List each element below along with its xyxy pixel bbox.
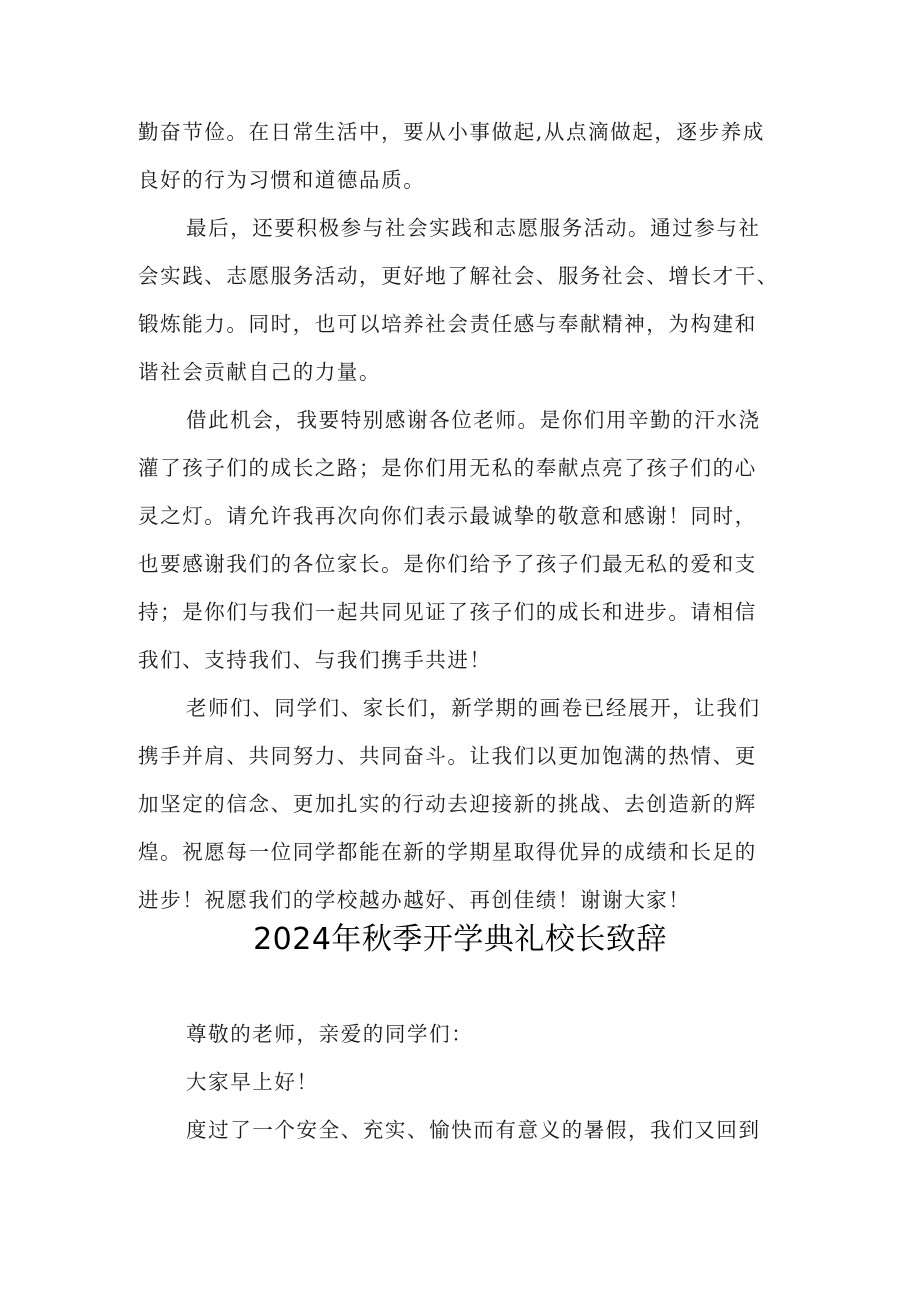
greeting: 大家早上好！ xyxy=(186,1070,319,1094)
text-line: 进步！祝愿我们的学校越办越好、再创佳绩！谢谢大家！ xyxy=(138,888,691,912)
text-line: 携手并肩、共同努力、共同奋斗。让我们以更加饱满的热情、更 xyxy=(138,744,757,768)
text-line: 灵之灯。请允许我再次向你们表示最诚挚的敬意和感谢！同时， xyxy=(138,504,757,528)
text-line: 锻炼能力。同时，也可以培养社会责任感与奉献精神，为构建和 xyxy=(138,312,757,336)
text-line: 也要感谢我们的各位家长。是你们给予了孩子们最无私的爱和支 xyxy=(138,552,757,576)
text-line: 最后，还要积极参与社会实践和志愿服务活动。通过参与社 xyxy=(186,216,761,240)
text-line: 灌了孩子们的成长之路；是你们用无私的奉献点亮了孩子们的心 xyxy=(138,456,757,480)
text-line: 煌。祝愿每一位同学都能在新的学期星取得优异的成绩和长足的 xyxy=(138,840,757,864)
text-line: 谐社会贡献自己的力量。 xyxy=(138,360,382,384)
text-line: 度过了一个安全、充实、愉快而有意义的暑假，我们又回到 xyxy=(186,1118,761,1142)
text-line: 良好的行为习惯和道德品质。 xyxy=(138,168,426,192)
text-line: 勤奋节俭。在日常生活中，要从小事做起,从点滴做起，逐步养成 xyxy=(138,120,765,144)
salutation: 尊敬的老师，亲爱的同学们： xyxy=(186,1022,474,1046)
text-line: 老师们、同学们、家长们，新学期的画卷已经展开，让我们 xyxy=(186,696,761,720)
text-line: 借此机会，我要特别感谢各位老师。是你们用辛勤的汗水浇 xyxy=(186,408,761,432)
text-line: 我们、支持我们、与我们携手共进！ xyxy=(138,648,492,672)
text-line: 加坚定的信念、更加扎实的行动去迎接新的挑战、去创造新的辉 xyxy=(138,792,757,816)
text-line: 会实践、志愿服务活动，更好地了解社会、服务社会、增长才干、 xyxy=(138,264,779,288)
document-title: 2024年秋季开学典礼校长致辞 xyxy=(253,922,667,957)
text-line: 持；是你们与我们一起共同见证了孩子们的成长和进步。请相信 xyxy=(138,600,757,624)
